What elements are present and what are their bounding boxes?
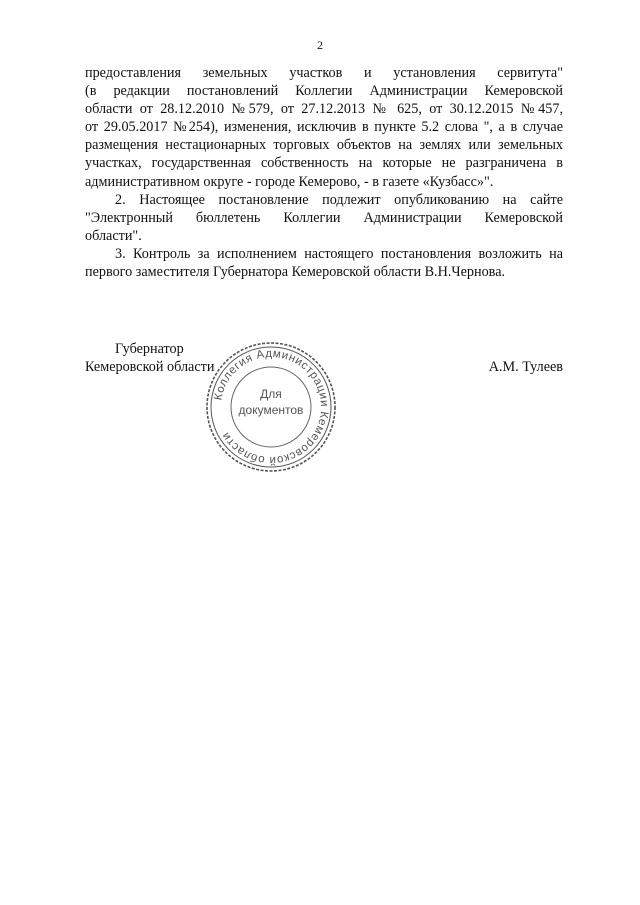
paragraph-1-line-2: (в редакции постановлений Коллегии Администрации Кемеровской [85,83,563,100]
paragraph-2-line-2: "Электронный бюллетень Коллегии Администрации Кемеровской [85,209,563,226]
signature-title-line-1: Губернатор [115,341,184,357]
stamp-center-text-2: документов [238,403,304,417]
paragraph-2-line-3: области". [85,227,142,244]
paragraph-3-line-2: первого заместителя Губернатора Кемеровской области В.Н.Чернова. [85,264,506,281]
paragraph-1-line-5: размещения нестационарных торговых объектов на землях или земельных [85,137,563,154]
official-stamp [204,340,338,474]
document-body [85,64,563,281]
paragraph-3-line-1: 3. Контроль за исполнением настоящего постановления возложить на [115,245,563,262]
page-number: 2 [317,38,323,52]
signatory-name: А.М. Тулеев [488,359,563,375]
stamp-seal-graphic [204,340,338,474]
paragraph-1-line-7: административном округе - городе Кемерово, - в газете «Кузбасс»". [85,173,494,190]
signature-title-line-2: Кемеровской области [85,359,215,375]
stamp-center-text-1: Для [260,387,282,401]
paragraph-1-line-4: от 29.05.2017 №254), изменения, исключив в пункте 5.2 слова ", а в случае [85,119,563,136]
stamp-ring-text: Коллегия Администрации Кемеровской области [212,347,331,467]
paragraph-1-line-6: участках, государственная собственность на которые не разграничена в [85,155,563,172]
paragraph-1-line-1: предоставления земельных участков и установления сервитута" [85,65,563,81]
paragraph-2-line-1: 2. Настоящее постановление подлежит опубликованию на сайте [115,191,563,208]
paragraph-1-line-3: области от 28.12.2010 №579, от 27.12.2013 № 625, от 30.12.2015 №457, [85,101,563,118]
